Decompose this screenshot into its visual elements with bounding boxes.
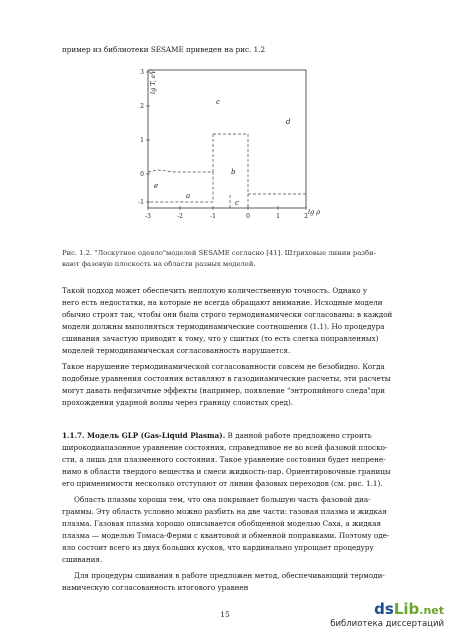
paragraph-line: него есть недостатки, на которые не всегда обращают внимание. Исходные модели (62, 298, 383, 307)
dslib-watermark[interactable] (330, 601, 444, 629)
paragraph-line: модели должны выполняться термодинамические соотношения (1.1). Но процедура (62, 322, 385, 331)
watermark-lib: Lib (393, 600, 420, 618)
paragraph-line: могут давать нефизичные эффекты (например, появление "энтропийного следа"при (62, 386, 386, 395)
paragraph-line: яло состоит всего из двух больших кусков, что кардинально упрощает процедуру (62, 543, 374, 552)
section-title: 1.1.7. Модель GLP (Gas-Liquid Plasma). (62, 431, 226, 440)
paragraph-line: Для процедуры сшивания в работе предложен метод, обеспечивающий термоди- (74, 571, 385, 580)
paragraph-line: плазма — моделью Томаса-Ферми с квантовой и обменной поправками. Поэтому оде- (62, 531, 390, 540)
x-tick-label: -3 (145, 213, 151, 220)
section-heading-line (62, 431, 372, 440)
paragraph-line: намическую согласованность итогового уравнен (62, 583, 249, 592)
region-label: a (186, 192, 191, 200)
y-tick-label: 2 (140, 103, 144, 110)
x-tick-label: 2 (304, 213, 308, 220)
region-label: d (286, 118, 291, 126)
paragraph-line: сти, а лишь для плазменного состояния. Такое уравнение состояния будет непрене- (62, 455, 386, 464)
x-tick-label: 0 (246, 213, 250, 220)
region-label: c (216, 98, 220, 106)
region-label: e (154, 182, 159, 190)
x-tick-label: 1 (276, 213, 280, 220)
paragraph-line: его применимости несколько отступают от линии фазовых переходов (см. рис. 1.1). (62, 479, 383, 488)
paragraph-line: Область плазмы хороша тем, что она покрывает большую часть фазовой диа- (74, 495, 371, 504)
watermark-ds: ds (374, 600, 394, 618)
y-tick-label: -1 (138, 199, 144, 206)
paragraph-text: В данной работе предложено строить (227, 431, 372, 440)
paragraph-line: моделей термодинамическая согласованность нарушается. (62, 346, 291, 355)
paragraph-line: обычно строят так, чтобы они были строго термодинамически согласованы: в каждой (62, 310, 393, 319)
y-tick-label: 0 (140, 171, 144, 178)
x-tick-label: -2 (177, 213, 183, 220)
paragraph-line: широкодиапазонное уравнение состояния, справедливое не во всей фазовой плоско- (62, 443, 388, 452)
sesame-phase-diagram (138, 62, 321, 222)
y-tick-label: 3 (140, 69, 144, 76)
y-axis-label: lg T, eV (149, 69, 157, 94)
region-label: c (235, 199, 239, 207)
region-label: b (231, 168, 236, 176)
x-axis-label: lg ρ (308, 208, 321, 216)
paragraph-line: подобные уравнения состояния вставляют в газодинамические расчеты, эти расчеты (62, 374, 391, 383)
watermark-subtitle: библиотека диссертаций (330, 619, 444, 629)
region-boundaries (148, 134, 306, 208)
paragraph-line: Такое нарушение термодинамической согласованности совсем не безобидно. Когда (62, 362, 385, 371)
watermark-logo (330, 601, 444, 619)
paragraph-line: граммы. Эту область условно можно разбить на две части: газовая плазма и жидкая (62, 507, 387, 516)
figure-caption-line: вают фазовую плоскость на области разных моделей. (62, 260, 256, 268)
paragraph-line: Такой подход может обеспечить неплохую количественную точность. Однако у (62, 286, 368, 295)
figure-caption-line: Рис. 1.2. "Лоскутное одеяло"моделей SESAME согласно [41]. Штриховые линии разби- (62, 249, 376, 257)
y-tick-label: 1 (140, 137, 144, 144)
figure-frame (148, 70, 306, 208)
paragraph-line: сшивания. (62, 555, 103, 564)
intro-line: пример из библиотеки SESAME приведен на рис. 1.2 (62, 45, 266, 54)
x-tick-label: -1 (210, 213, 216, 220)
paragraph-line: сшивания зачастую приводит к тому, что у сшитых (то есть слегка поправленных) (62, 334, 379, 343)
paragraph-line: нимо в области твердого вещества и смеси жидкость-пар. Ориентировочные границы (62, 467, 391, 476)
paragraph-line: плазма. Газовая плазма хорошо описывается обобщенной моделью Саха, а жидкая (62, 519, 382, 528)
watermark-net: .net (419, 604, 444, 617)
page-number: 15 (220, 610, 230, 619)
paragraph-line: прохождении ударной волны через границу слоистых сред). (62, 398, 294, 407)
